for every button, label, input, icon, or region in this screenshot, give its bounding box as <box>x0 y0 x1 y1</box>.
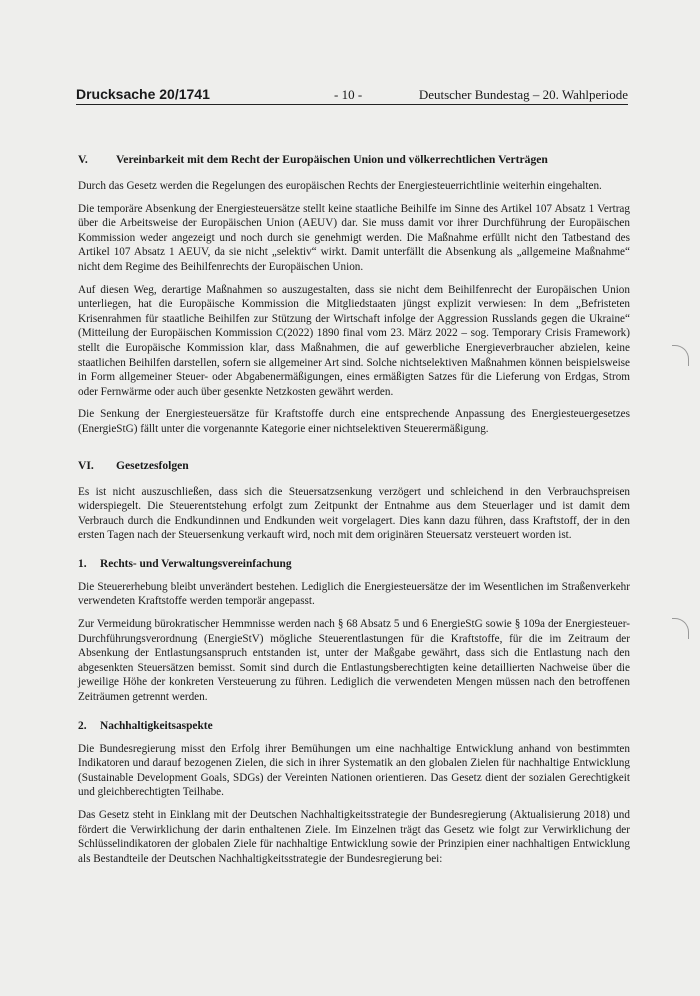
paragraph: Die Bundesregierung misst den Erfolg ihrer Bemühungen um eine nachhaltige Entwicklung anhand von bestimmten Indikatoren und darauf bezogenen Zielen, die sich in ihrer Systematik an den globalen Zielen für nachhaltige Entwicklung (Sustainable Development Goals, SDGs) der Vereinten Nationen orientieren. Das Gesetz dient der sozialen Gerechtigkeit und gleichberechtigten Teilhabe. <box>78 742 630 799</box>
paragraph: Die Senkung der Energiesteuersätze für Kraftstoffe durch eine entsprechende Anpassung des Energiesteuergesetzes (EnergieStG) fällt unter die vorgenannte Kategorie einer nichtselektiven Steuerermäßigung. <box>78 408 630 435</box>
section-heading-eu-law: V. Vereinbarkeit mit dem Recht der Europäischen Union und völkerrechtlichen Verträgen <box>78 153 548 166</box>
punch-hole-mark <box>672 345 689 366</box>
drucksache-number: 1741 <box>178 86 210 102</box>
bundestag-period: Deutscher Bundestag – 20. Wahlperiode <box>418 87 628 102</box>
punch-hole-mark <box>672 618 689 639</box>
paragraph: Durch das Gesetz werden die Regelungen des europäischen Rechts der Energiesteuerrichtlinie weiterhin eingehalten. <box>78 180 602 192</box>
section-heading-consequences: VI. Gesetzesfolgen <box>78 458 189 472</box>
page-header <box>76 86 628 105</box>
paragraph: Das Gesetz steht in Einklang mit der Deutschen Nachhaltigkeitsstrategie der Bundesregierung (Aktualisierung 2018) und fördert die Verwirklichung der darin enthaltenen Ziele. Im Einzelnen trägt das Gesetz wie folgt zur Verwirklichung der Schlüsselindikatoren der globalen Ziele für nachhaltige Entwicklung sowie der Prinzipien einer nachhaltigen Entwicklung als Bestandteile der Deutschen Nachhaltigkeitsstrategie der Bundesregierung bei: <box>78 809 630 865</box>
drucksache-label: Drucksache 20/1741 <box>76 86 210 102</box>
subsection-heading-simplification: 1. Rechts- und Verwaltungsvereinfachung <box>78 557 292 570</box>
subsection-heading-sustainability: 2. Nachhaltigkeitsaspekte <box>78 719 213 732</box>
paragraph: Auf diesen Weg, derartige Maßnahmen so auszugestalten, dass sie nicht dem Beihilfenrecht der Europäischen Union unterliegen, hat die Europäische Kommission die Mitgliedstaaten jüngst explizit verwiesen: In dem „Befristeten Krisenrahmen für staatliche Beihilfen zur Stützung der Wirtschaft infolge der Aggression Russlands gegen die Ukraine“ (Mitteilung der Europäischen Kommission C(2022) 1890 final vom 23. März 2022 – sog. Temporary Crisis Framework) stellt die Europäische Kommission klar, dass Maßnahmen, die auf gewerbliche Energieverbraucher abzielen, keine staatlichen Beihilfen darstellen, sofern sie allgemeiner Art sind. Solche nichtselektiven Maßnahmen können beispielsweise in Form allgemeiner Steuer- oder Abgabenermäßigungen, eines ermäßigten Satzes für die Lieferung von Erdgas, Strom oder Fernwärme oder auch über gesenkte Netzkosten gewährt werden. <box>78 283 630 398</box>
page-number: - 10 - <box>334 87 363 102</box>
document-body <box>78 153 630 874</box>
paragraph: Es ist nicht auszuschließen, dass sich die Steuersatzsenkung verzögert und schleichend in den Verbrauchspreisen widerspiegelt. Die Steuerentstehung erfolgt zum Zeitpunkt der Entnahme aus dem Steuerlager und ist damit dem Verbrauch durch die Endkundinnen und Endkunden weit vorgelagert. Dies kann dazu führen, dass Kraftstoff, der in den ersten Tagen nach der Steuersenkung verkauft wird, noch mit dem originären Steuersatz versteuert worden ist. <box>78 485 630 542</box>
paragraph: Zur Vermeidung bürokratischer Hemmnisse werden nach § 68 Absatz 5 und 6 EnergieStG sowie § 109a der Energiesteuer-Durchführungsverordnung (EnergieStV) mögliche Steuerentlastungen für die Kraftstoffe, für die im Zeitraum der Absenkung der Entlastungsanspruch entstanden ist, unter der Maßgabe gewährt, dass sich die Entlastung nach den abgesenkten Steuersätzen bemisst. Somit sind durch die Entlastungsberechtigten keine detaillierten Nachweise über die jeweilige Höhe der konkreten Versteuerung zu führen. Lediglich die verwendeten Mengen müssen nach den betroffenen Zeiträumen getrennt werden. <box>78 618 630 704</box>
paragraph: Die temporäre Absenkung der Energiesteuersätze stellt keine staatliche Beihilfe im Sinne des Artikel 107 Absatz 1 Vertrag über die Arbeitsweise der Europäischen Union (AEUV) dar. Sie muss damit vor ihrer Durchführung der Europäischen Kommission weder angezeigt und noch durch sie genehmigt werden. Die Maßnahme erfüllt nicht den Tatbestand des Artikel 107 Absatz 1 AEUV, da sie nicht „selektiv“ wirkt. Damit unterfällt die Absenkung als „allgemeine Maßnahme“ nicht dem Regime des Beihilfenrechts der Europäischen Union. <box>78 202 630 273</box>
paragraph: Die Steuererhebung bleibt unverändert bestehen. Lediglich die Energiesteuersätze der im Wesentlichen im Straßenverkehr verwendeten Kraftstoffe werden temporär angepasst. <box>78 580 630 608</box>
